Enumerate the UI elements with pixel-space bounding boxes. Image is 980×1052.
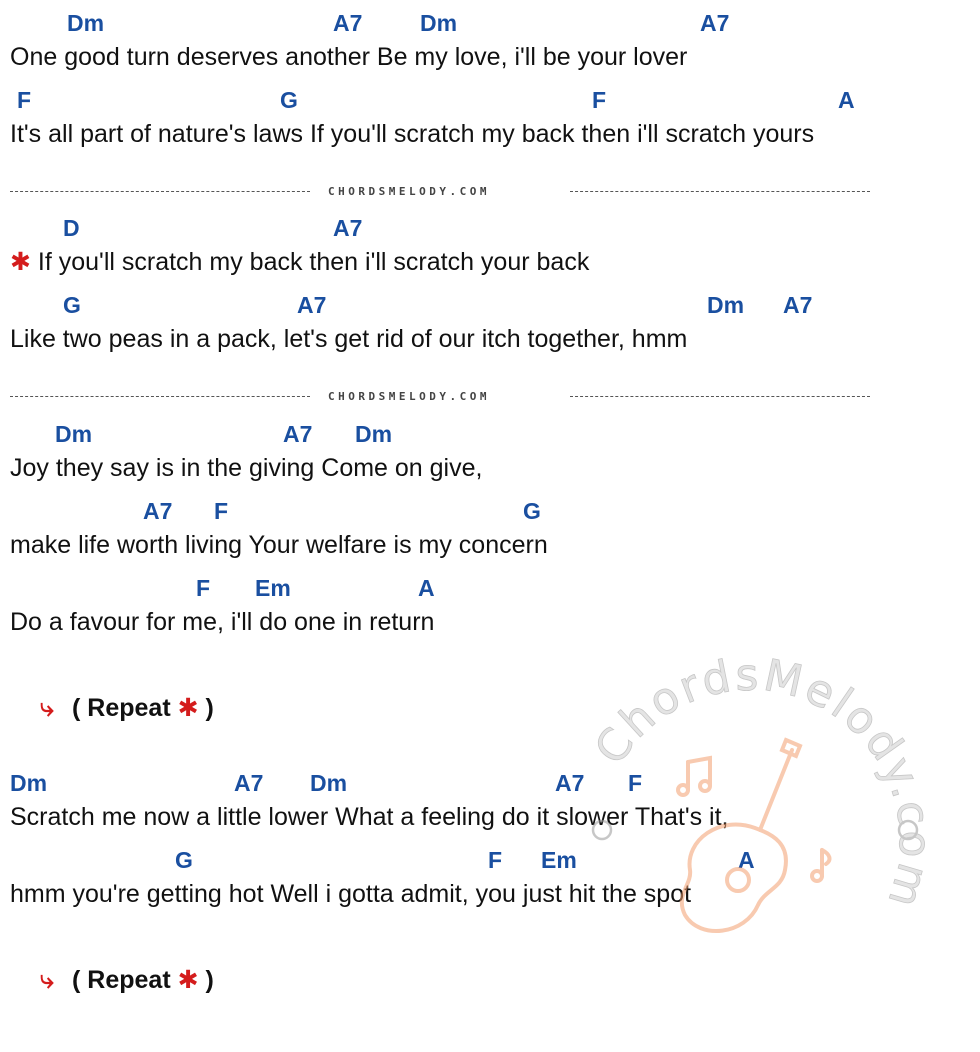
return-arrow-icon: ⤷: [40, 966, 55, 994]
chord: A7: [297, 292, 327, 318]
chorus-lyric-line: [10, 247, 589, 277]
chord: A: [738, 847, 755, 873]
chord: D: [63, 215, 80, 241]
separator-watermark: CHORDSMELODY.COM: [328, 390, 490, 403]
chord: G: [280, 87, 298, 113]
repeat-close: ): [205, 694, 214, 722]
lyric-line: It's all part of nature's laws If you'll scratch my back then i'll scratch yours: [10, 120, 815, 148]
chord: A7: [143, 498, 173, 524]
chord: A7: [333, 215, 363, 241]
music-note-icon: [678, 758, 829, 881]
chord: G: [523, 498, 541, 524]
section-separator: [10, 185, 870, 199]
repeat-close: ): [205, 966, 214, 994]
return-arrow-icon: ⤷: [40, 694, 55, 722]
chord: A: [418, 575, 435, 601]
chord: Dm: [355, 421, 393, 447]
chord: Dm: [10, 770, 48, 796]
chord: A7: [333, 10, 363, 36]
lyric-line: One good turn deserves another Be my love, i'll be your lover: [10, 43, 688, 71]
repeat-label: ( Repeat: [72, 966, 171, 994]
chord: F: [196, 575, 211, 601]
chord: A7: [555, 770, 585, 796]
chord: Dm: [707, 292, 745, 318]
chordsmelody-watermark-logo: [560, 650, 940, 1030]
chord: F: [628, 770, 643, 796]
chord: F: [592, 87, 607, 113]
lyric-line: Do a favour for me, i'll do one in return: [10, 608, 435, 636]
chord: Dm: [55, 421, 93, 447]
repeat-label: ( Repeat: [72, 694, 171, 722]
repeat-marker: [40, 965, 214, 995]
lyric-text: If you'll scratch my back then i'll scratch your back: [37, 248, 590, 276]
chord: A: [838, 87, 855, 113]
chord: Dm: [420, 10, 458, 36]
lyric-line: Like two peas in a pack, let's get rid of our itch together, hmm: [10, 325, 688, 353]
chorus-star-icon: ✱: [177, 694, 199, 722]
chord: Dm: [310, 770, 348, 796]
lyric-line: make life worth living Your welfare is my concern: [10, 531, 548, 559]
chord: Dm: [67, 10, 105, 36]
chord: Em: [255, 575, 291, 601]
guitar-icon: [682, 740, 800, 931]
chorus-star-icon: ✱: [10, 248, 31, 276]
chord: A7: [234, 770, 264, 796]
chord: G: [175, 847, 193, 873]
lyric-line: Joy they say is in the giving Come on give,: [10, 454, 483, 482]
chord: A7: [783, 292, 813, 318]
chord: F: [214, 498, 229, 524]
chord: A7: [283, 421, 313, 447]
lyric-line: Scratch me now a little lower What a feeling do it slower That's it,: [10, 803, 729, 831]
watermark-text: ChordsMelody.com: [585, 650, 940, 916]
chord: F: [17, 87, 32, 113]
watermark-badge-icon: [593, 821, 611, 839]
chord: F: [488, 847, 503, 873]
chord: A7: [700, 10, 730, 36]
chorus-star-icon: ✱: [177, 966, 199, 994]
chord: G: [63, 292, 81, 318]
lyric-line: hmm you're getting hot Well i gotta admit, you just hit the spot: [10, 880, 692, 908]
separator-watermark: CHORDSMELODY.COM: [328, 185, 490, 198]
repeat-marker: [40, 693, 214, 723]
section-separator: [10, 390, 870, 404]
chord: Em: [541, 847, 577, 873]
